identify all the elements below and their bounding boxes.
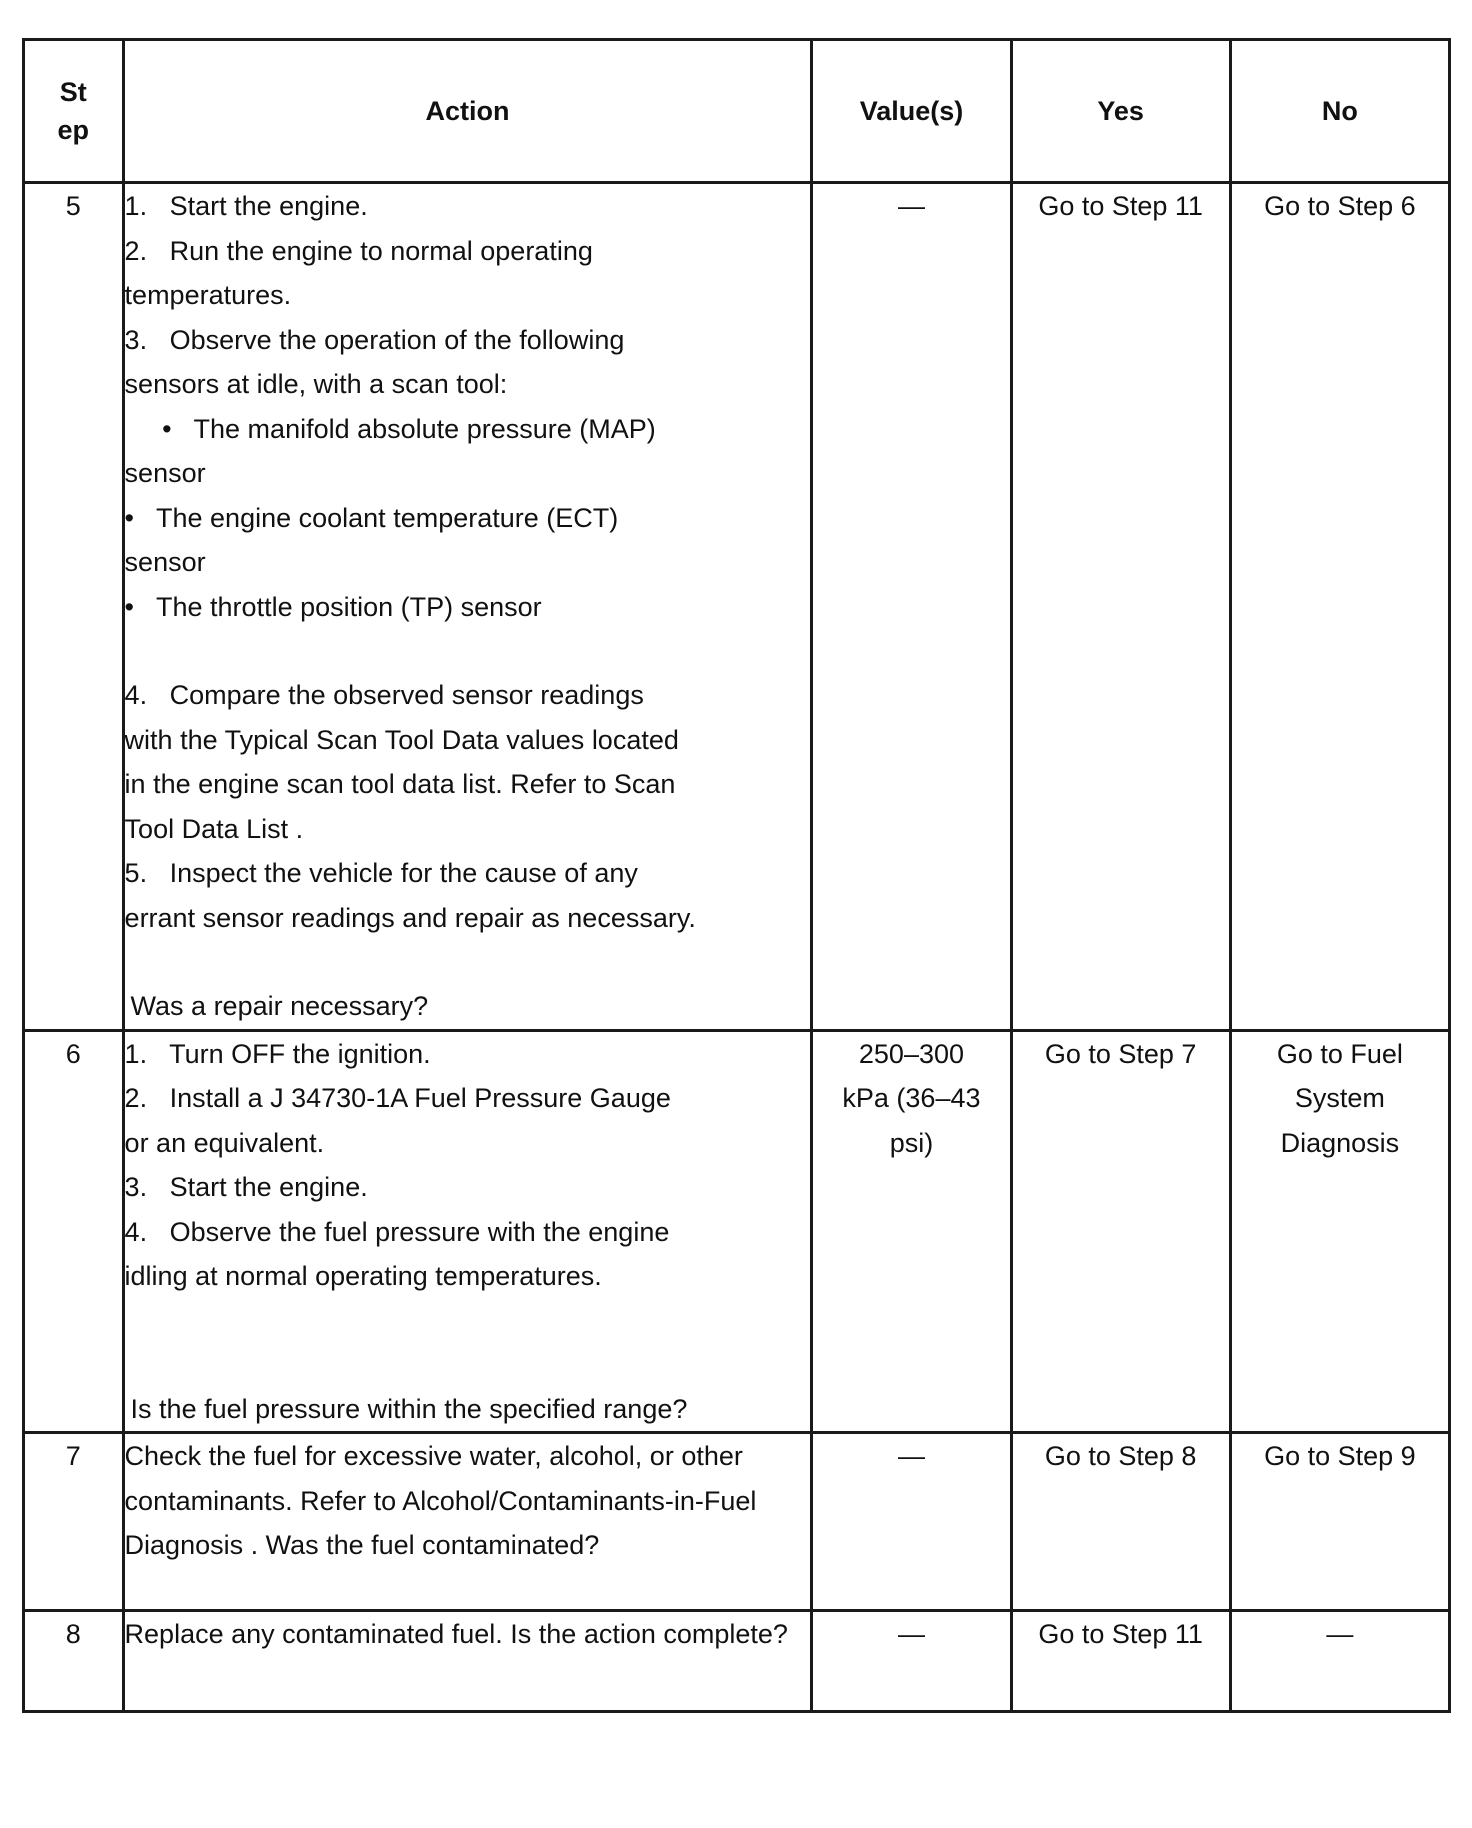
no-cell: Go to Step 9 — [1230, 1433, 1449, 1611]
action-line: 4. Compare the observed sensor readings — [124, 680, 644, 710]
table-row — [24, 1611, 1450, 1712]
action-cell — [123, 1030, 812, 1433]
value-cell: 250–300 kPa (36–43 psi) — [812, 1030, 1011, 1433]
action-line: 2. Run the engine to normal operating — [124, 235, 593, 266]
action-line: • The throttle position (TP) sensor — [124, 591, 542, 622]
action-cell — [123, 183, 812, 1031]
header-action: Action — [123, 40, 812, 183]
yes-cell: Go to Step 11 — [1011, 183, 1230, 1031]
action-line: or an equivalent. — [124, 1127, 325, 1158]
action-line: 2. Install a J 34730-1A Fuel Pressure Gauge — [124, 1083, 671, 1113]
action-line: 3. Start the engine. — [124, 1172, 368, 1202]
action-line: sensor — [124, 547, 206, 577]
step-number: 8 — [24, 1611, 124, 1712]
action-line: in the engine scan tool data list. Refer to Scan — [124, 769, 676, 799]
action-question: Is the fuel pressure within the specified range? — [130, 1393, 688, 1424]
step-number: 6 — [24, 1030, 124, 1433]
table-row — [24, 183, 1450, 1031]
header-row — [24, 40, 1450, 183]
header-values: Value(s) — [812, 40, 1011, 183]
step-number: 7 — [24, 1433, 124, 1611]
diagnostic-table — [22, 38, 1451, 1713]
spacer — [125, 629, 811, 673]
action-cell: Replace any contaminated fuel. Is the action complete? — [123, 1611, 812, 1712]
no-cell: Go to Fuel System Diagnosis — [1230, 1030, 1449, 1433]
action-line: idling at normal operating temperatures. — [124, 1261, 602, 1291]
action-line: • The manifold absolute pressure (MAP) — [124, 413, 656, 444]
action-question: Was a repair necessary? — [130, 991, 429, 1021]
table-row — [24, 1030, 1450, 1433]
no-cell: Go to Step 6 — [1230, 183, 1449, 1031]
header-yes: Yes — [1011, 40, 1230, 183]
yes-cell: Go to Step 7 — [1011, 1030, 1230, 1433]
header-no: No — [1230, 40, 1449, 183]
spacer — [125, 940, 811, 984]
table-row — [24, 1433, 1450, 1611]
spacer — [125, 1343, 811, 1387]
action-cell: Check the fuel for excessive water, alcohol, or other contaminants. Refer to Alcohol/Contaminants-in-Fuel Diagnosis . Was the fuel contaminated? — [123, 1433, 812, 1611]
value-cell: — — [812, 183, 1011, 1031]
action-line: sensors at idle, with a scan tool: — [124, 369, 508, 399]
no-cell: — — [1230, 1611, 1449, 1712]
header-step: St ep — [24, 40, 124, 183]
action-line: • The engine coolant temperature (ECT) — [124, 502, 619, 533]
action-line: 1. Start the engine. — [124, 191, 368, 221]
action-line: errant sensor readings and repair as necessary. — [124, 902, 696, 933]
step-number: 5 — [24, 183, 124, 1031]
action-line: 1. Turn OFF the ignition. — [124, 1038, 431, 1069]
value-cell: — — [812, 1611, 1011, 1712]
action-line: 5. Inspect the vehicle for the cause of any — [124, 858, 638, 888]
action-line: 4. Observe the fuel pressure with the engine — [124, 1216, 670, 1247]
value-cell: — — [812, 1433, 1011, 1611]
spacer — [125, 1299, 811, 1343]
action-line: with the Typical Scan Tool Data values located — [124, 724, 679, 755]
action-line: 3. Observe the operation of the following — [124, 324, 625, 355]
yes-cell: Go to Step 8 — [1011, 1433, 1230, 1611]
action-line: Tool Data List . — [124, 813, 304, 844]
yes-cell: Go to Step 11 — [1011, 1611, 1230, 1712]
action-line: sensor — [124, 458, 206, 488]
action-line: temperatures. — [124, 280, 292, 310]
